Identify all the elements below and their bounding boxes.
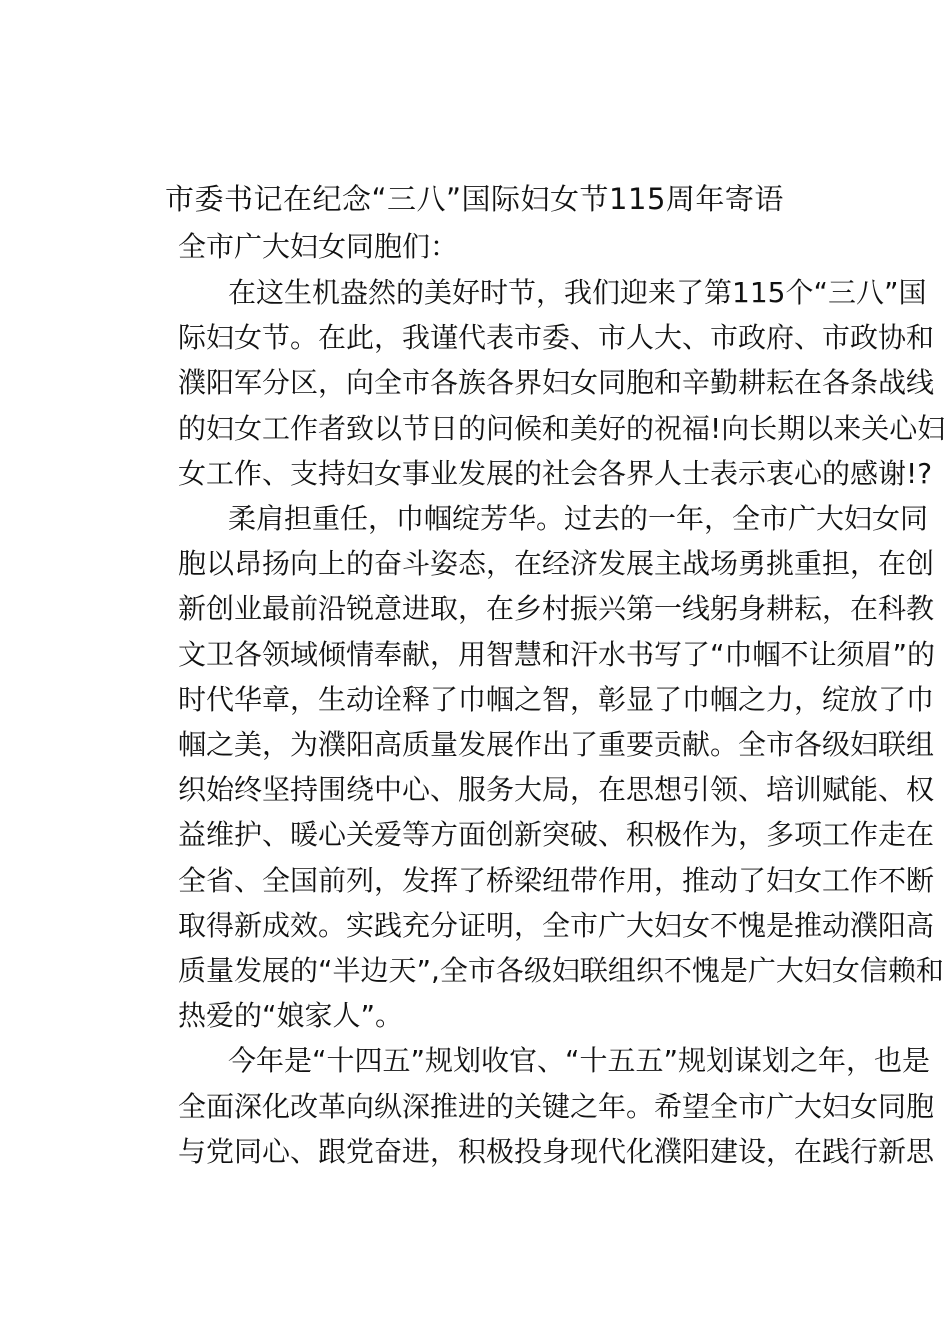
paragraph-3	[128, 1038, 935, 1174]
paragraph-line: 际妇女节。在此，我谨代表市委、市人大、市政府、市政协和	[178, 321, 935, 355]
paragraph-2	[128, 496, 944, 1038]
paragraph-line: 时代华章，生动诠释了巾帼之智，彰显了巾帼之力，绽放了巾	[178, 682, 935, 716]
salutation: 全市广大妇女同胞们：	[178, 230, 459, 263]
paragraph-line: 全面深化改革向纵深推进的关键之年。希望全市广大妇女同胞	[178, 1089, 935, 1123]
paragraph-line: 质量发展的“半边天”,全市各级妇联组织不愧是广大妇女信赖和	[178, 954, 944, 988]
paragraph-line: 柔肩担重任，巾帼绽芳华。过去的一年，全市广大妇女同	[228, 502, 929, 536]
paragraph-line: 胞以昂扬向上的奋斗姿态，在经济发展主战场勇挑重担，在创	[178, 547, 935, 581]
paragraph-line: 濮阳军分区，向全市各族各界妇女同胞和辛勤耕耘在各条战线	[178, 366, 935, 400]
paragraph-line: 全省、全国前列，发挥了桥梁纽带作用，推动了妇女工作不断	[178, 863, 935, 897]
paragraph-line: 取得新成效。实践充分证明，全市广大妇女不愧是推动濮阳高	[178, 908, 935, 942]
paragraph-line: 今年是“十四五”规划收官、“十五五”规划谋划之年，也是	[228, 1044, 931, 1078]
paragraph-line: 新创业最前沿锐意进取，在乡村振兴第一线躬身耕耘，在科教	[178, 592, 935, 626]
paragraph-line: 的妇女工作者致以节日的问候和美好的祝福!向长期以来关心妇	[178, 411, 946, 445]
paragraph-line: 帼之美，为濮阳高质量发展作出了重要贡献。全市各级妇联组	[178, 728, 935, 762]
paragraph-line: 在这生机盎然的美好时节，我们迎来了第115个“三八”国	[228, 276, 927, 309]
document-body	[128, 270, 946, 1174]
paragraph-line: 女工作、支持妇女事业发展的社会各界人士表示衷心的感谢!?	[178, 456, 933, 490]
paragraph-line: 与党同心、跟党奋进，积极投身现代化濮阳建设，在践行新思	[178, 1134, 935, 1168]
paragraph-line: 织始终坚持围绕中心、服务大局，在思想引领、培训赋能、权	[178, 773, 935, 807]
paragraph-line: 热爱的“娘家人”。	[178, 999, 404, 1033]
paragraph-line: 文卫各领域倾情奉献，用智慧和汗水书写了“巾帼不让须眉”的	[178, 637, 936, 671]
document-title: 市委书记在纪念“三八”国际妇女节115周年寄语	[165, 182, 784, 216]
paragraph-line: 益维护、暖心关爱等方面创新突破、积极作为，多项工作走在	[178, 818, 935, 852]
paragraph-1	[128, 270, 946, 496]
